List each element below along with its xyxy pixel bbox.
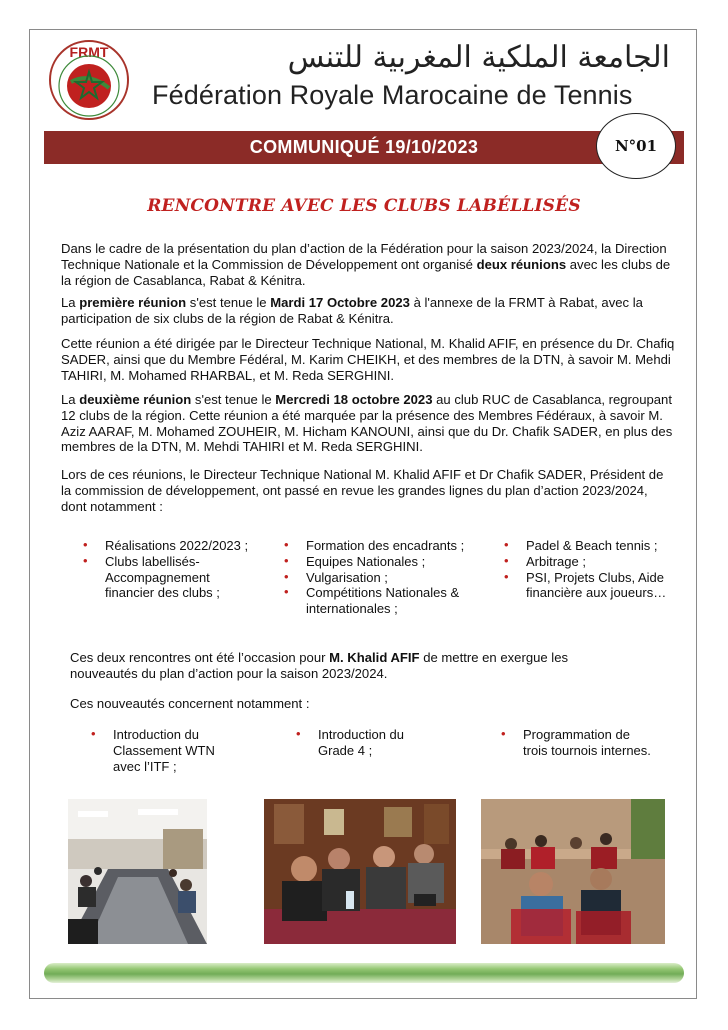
paragraph-5: Lors de ces réunions, le Directeur Technique National M. Khalid AFIF et Dr Chafik SADER, Président de la commission de développement, ont passé en revue les grandes lignes du plan d’action 2023/2024, dont notamment : xyxy=(61,467,664,514)
paragraph-2: La première réunion s'est tenue le Mardi 17 Octobre 2023 à l'annexe de la FRMT à Rabat, avec la participation de six clubs de la région de Rabat & Kénitra. xyxy=(61,295,643,326)
list-item: • PSI, Projets Clubs, Aide financière aux joueurs… xyxy=(504,568,667,601)
logo-text: FRMT xyxy=(69,44,109,60)
plan-list-col3 xyxy=(504,537,681,601)
meeting-photo-1 xyxy=(68,799,207,944)
meeting-photo-2 xyxy=(264,799,456,944)
frmt-logo xyxy=(49,40,129,120)
bullet-icon: • xyxy=(296,726,301,741)
bullet-icon: • xyxy=(284,584,289,600)
bullet-icon: • xyxy=(501,726,506,741)
meeting-photo-3 xyxy=(481,799,665,944)
arabic-title: الجامعة الملكية المغربية للتنس xyxy=(287,40,670,75)
novelties-list-col1 xyxy=(91,726,238,774)
bullet-icon: • xyxy=(91,726,96,741)
communique-number: N°01 xyxy=(596,113,676,179)
plan-list-col2 xyxy=(284,537,466,617)
bullet-icon: • xyxy=(83,537,88,552)
list-item: • Introduction du Classement WTN avec l’ITF ; xyxy=(91,726,215,774)
subtitle: RENCONTRE AVEC LES CLUBS LABÉLLISÉS xyxy=(147,196,581,216)
paragraph-7: Ces nouveautés concernent notamment : xyxy=(70,696,310,711)
list-item: • Clubs labellisés-Accompagnement financier des clubs ; xyxy=(83,552,220,601)
bullet-icon: • xyxy=(504,552,509,568)
novelties-list-col2 xyxy=(296,726,428,759)
list-item: • Formation des encadrants ; xyxy=(284,537,465,553)
logo-emblem-icon xyxy=(51,42,127,118)
paragraph-3: Cette réunion a été dirigée par le Directeur Technique National, M. Khalid AFIF, en présence du Dr. Chafiq SADER, ainsi que du Membre Fédéral, M. Karim CHEIKH, et des membres de la DTN, à savoir M. Mehdi TAHIRI, M. Mohamed RHARBAL, et M. Reda SERGHINI. xyxy=(61,336,675,383)
bullet-icon: • xyxy=(504,537,509,552)
list-item: • Introduction du Grade 4 ; xyxy=(296,726,405,758)
list-item: • Arbitrage ; xyxy=(504,552,586,569)
french-title: Fédération Royale Marocaine de Tennis xyxy=(152,80,633,110)
list-item: • Equipes Nationales ; xyxy=(284,552,426,569)
novelties-list-col3 xyxy=(501,726,653,759)
plan-list-col1 xyxy=(83,537,255,601)
grass-divider xyxy=(44,963,684,983)
bullet-icon: • xyxy=(284,537,289,552)
paragraph-4: La deuxième réunion s'est tenue le Mercredi 18 octobre 2023 au club RUC de Casablanca, regroupant 12 clubs de la région. Cette réunion a été marquée par la présence des Membres Fédéraux, à savoir M. Aziz AARAF, M. Mohamed ZOUHEIR, M. Hicham KANOUNI, ainsi que du Dr. Chafik SADER, en plus des membres de la DTN, M. Mehdi TAHIRI et M. Reda SERGHINI. xyxy=(61,392,673,455)
bullet-icon: • xyxy=(284,552,289,568)
list-item: • Réalisations 2022/2023 ; xyxy=(83,537,249,553)
bullet-icon: • xyxy=(504,568,509,584)
bullet-icon: • xyxy=(83,552,88,568)
list-item: • Padel & Beach tennis ; xyxy=(504,537,658,553)
communique-title: COMMUNIQUÉ 19/10/2023 xyxy=(249,137,479,157)
list-item: • Vulgarisation ; xyxy=(284,568,388,585)
list-item: • Compétitions Nationales & internationales ; xyxy=(284,584,460,617)
list-item: • Programmation de trois tournois internes. xyxy=(501,726,651,758)
bullet-icon: • xyxy=(284,568,289,584)
paragraph-1: Dans le cadre de la présentation du plan d’action de la Fédération pour la saison 2023/2024, la Direction Technique Nationale et la Commission de Développement ont organisé deux réunions avec les clubs de la région de Casablanca, Rabat & Kénitra. xyxy=(61,241,671,288)
paragraph-6: Ces deux rencontres ont été l’occasion pour M. Khalid AFIF de mettre en exergue les nouveautés du plan d’action pour la saison 2023/2024. xyxy=(70,650,569,681)
